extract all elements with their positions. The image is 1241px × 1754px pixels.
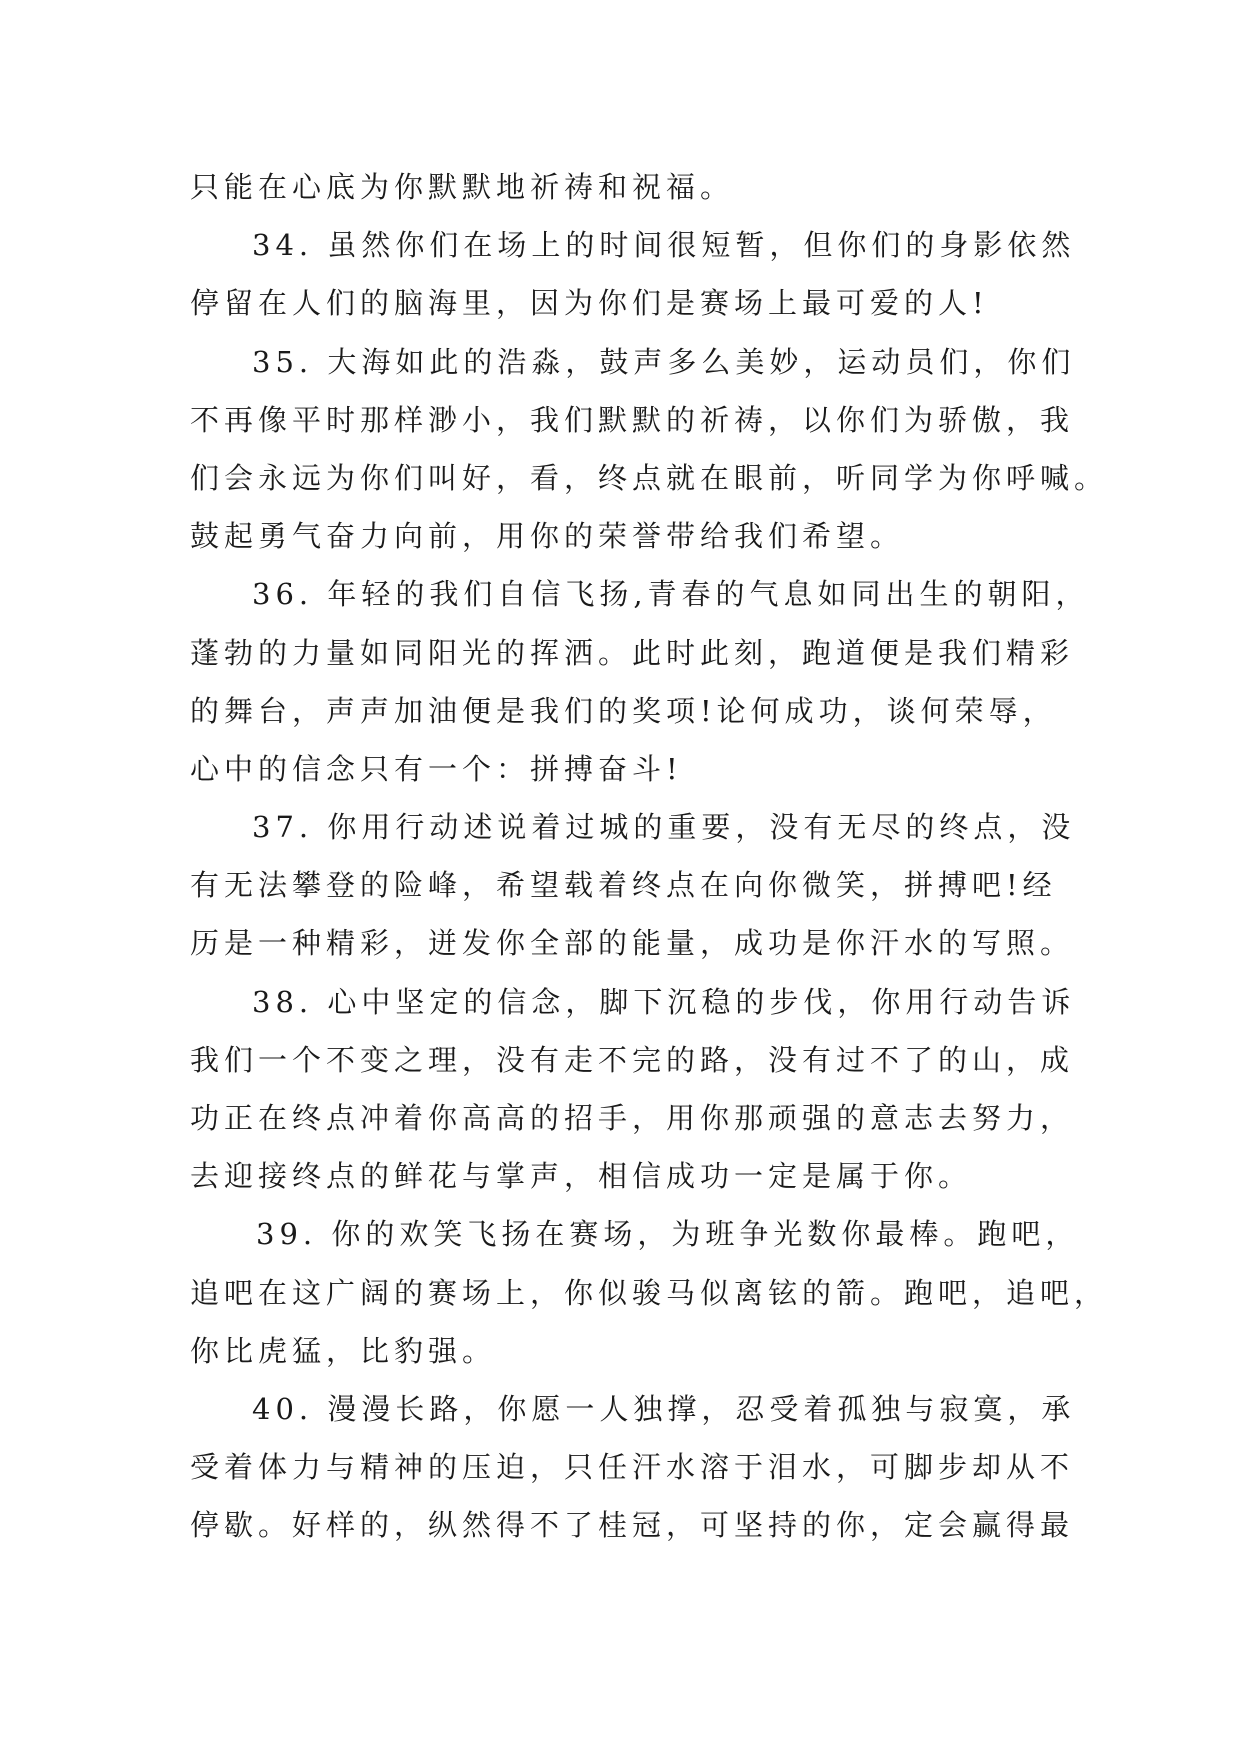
text-line: 39. 你的欢笑飞扬在赛场，为班争光数你最棒。跑吧， — [256, 1217, 1080, 1252]
text-line: 不再像平时那样渺小，我们默默的祈祷，以你们为骄傲，我 — [190, 402, 1075, 437]
text-line: 的舞台，声声加油便是我们的奖项!论何成功，谈何荣辱， — [190, 693, 1057, 728]
text-line: 历是一种精彩，迸发你全部的能量，成功是你汗水的写照。 — [190, 926, 1075, 961]
text-line: 蓬勃的力量如同阳光的挥洒。此时此刻，跑道便是我们精彩 — [190, 635, 1075, 670]
text-line: 37. 你用行动述说着过城的重要，没有无尽的终点，没 — [252, 810, 1076, 845]
text-line: 鼓起勇气奋力向前，用你的荣誉带给我们希望。 — [190, 519, 905, 554]
text-line: 我们一个不变之理，没有走不完的路，没有过不了的山，成 — [190, 1042, 1075, 1077]
text-line: 36. 年轻的我们自信飞扬,青春的气息如同出生的朝阳， — [252, 577, 1090, 612]
text-line: 停留在人们的脑海里，因为你们是赛场上最可爱的人! — [190, 286, 989, 321]
text-line: 只能在心底为你默默地祈祷和祝福。 — [190, 170, 735, 204]
text-line: 停歇。好样的，纵然得不了桂冠，可坚持的你，定会赢得最 — [190, 1508, 1075, 1543]
document-body — [190, 158, 1109, 1555]
text-line: 心中的信念只有一个：拼搏奋斗! — [190, 751, 683, 786]
text-line: 受着体力与精神的压迫，只任汗水溶于泪水，可脚步却从不 — [190, 1450, 1075, 1485]
text-line: 38. 心中坚定的信念，脚下沉稳的步伐，你用行动告诉 — [252, 984, 1076, 1019]
text-line: 你比虎猛，比豹强。 — [190, 1333, 497, 1368]
text-line: 34. 虽然你们在场上的时间很短暂，但你们的身影依然 — [252, 228, 1076, 263]
text-line: 们会永远为你们叫好，看，终点就在眼前，听同学为你呼喊。 — [190, 460, 1109, 495]
text-line: 追吧在这广阔的赛场上，你似骏马似离铉的箭。跑吧，追吧， — [190, 1275, 1109, 1310]
text-line: 40. 漫漫长路，你愿一人独撑，忍受着孤独与寂寞，承 — [252, 1391, 1076, 1426]
text-line: 功正在终点冲着你高高的招手，用你那顽强的意志去努力， — [190, 1101, 1075, 1135]
text-line: 35. 大海如此的浩淼，鼓声多么美妙，运动员们，你们 — [252, 344, 1076, 379]
text-line: 有无法攀登的险峰，希望载着终点在向你微笑，拼搏吧!经 — [190, 868, 1057, 903]
text-line: 去迎接终点的鲜花与掌声，相信成功一定是属于你。 — [190, 1159, 973, 1194]
